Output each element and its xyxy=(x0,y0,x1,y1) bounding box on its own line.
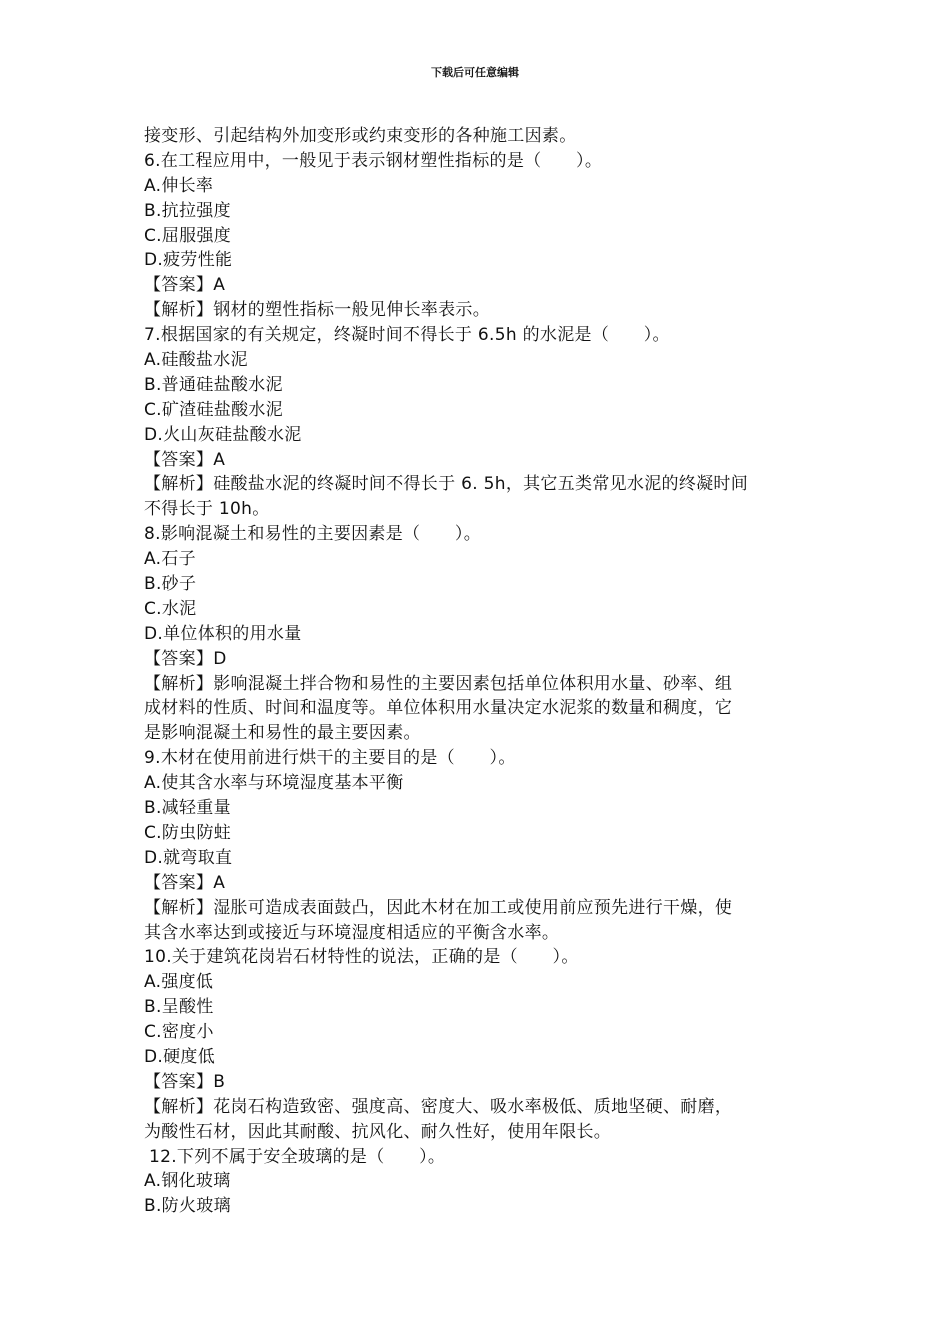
option-b: B.抗拉强度 xyxy=(144,200,231,221)
option-d: D.硬度低 xyxy=(144,1046,215,1067)
explanation: 【解析】湿胀可造成表面鼓凸，因此木材在加工或使用前应预先进行干燥，使 xyxy=(144,897,733,918)
question-9: 9.木材在使用前进行烘干的主要目的是（ ）。 xyxy=(144,748,516,769)
explanation-cont: 成材料的性质、时间和温度等。单位体积用水量决定水泥浆的数量和稠度，它 xyxy=(144,698,733,719)
option-d: D.单位体积的用水量 xyxy=(144,623,302,644)
page-header: 下载后可任意编辑 xyxy=(431,66,519,79)
option-a: A.钢化玻璃 xyxy=(144,1171,231,1192)
option-a: A.强度低 xyxy=(144,972,214,993)
explanation-cont: 不得长于 10h。 xyxy=(144,499,270,520)
question-10: 10.关于建筑花岗岩石材特性的说法，正确的是（ ）。 xyxy=(144,947,579,968)
option-b: B.普通硅盐酸水泥 xyxy=(144,374,283,395)
question-7: 7.根据国家的有关规定，终凝时间不得长于 6.5h 的水泥是（ ）。 xyxy=(144,325,670,346)
option-c: C.防虫防蛀 xyxy=(144,822,232,843)
explanation: 【解析】花岗石构造致密、强度高、密度大、吸水率极低、质地坚硬、耐磨， xyxy=(144,1096,733,1117)
answer: 【答案】A xyxy=(144,275,226,296)
explanation: 【解析】影响混凝土拌合物和易性的主要因素包括单位体积用水量、砂率、组 xyxy=(144,673,733,694)
option-b: B.减轻重量 xyxy=(144,798,231,819)
option-c: C.密度小 xyxy=(144,1022,214,1043)
option-d: D.火山灰硅盐酸水泥 xyxy=(144,424,302,445)
explanation-cont: 是影响混凝土和易性的最主要因素。 xyxy=(144,723,421,744)
document-body xyxy=(144,124,816,1219)
answer: 【答案】A xyxy=(144,872,226,893)
option-b: B.防火玻璃 xyxy=(144,1196,231,1217)
option-d: D.疲劳性能 xyxy=(144,250,233,271)
explanation-cont: 其含水率达到或接近与环境湿度相适应的平衡含水率。 xyxy=(144,922,560,943)
option-b: B.呈酸性 xyxy=(144,997,214,1018)
option-a: A.石子 xyxy=(144,549,196,570)
option-a: A.使其含水率与环境湿度基本平衡 xyxy=(144,773,404,794)
question-6: 6.在工程应用中，一般见于表示钢材塑性指标的是（ ）。 xyxy=(144,150,603,171)
explanation: 【解析】钢材的塑性指标一般见伸长率表示。 xyxy=(144,300,490,321)
option-b: B.砂子 xyxy=(144,574,197,595)
option-d: D.就弯取直 xyxy=(144,847,233,868)
option-c: C.矿渣硅盐酸水泥 xyxy=(144,399,283,420)
option-a: A.伸长率 xyxy=(144,175,214,196)
explanation-cont: 为酸性石材，因此其耐酸、抗风化、耐久性好，使用年限长。 xyxy=(144,1121,612,1142)
answer: 【答案】D xyxy=(144,648,227,669)
option-c: C.水泥 xyxy=(144,598,197,619)
text-line: 接变形、引起结构外加变形或约束变形的各种施工因素。 xyxy=(144,126,577,146)
question-12: 12.下列不属于安全玻璃的是（ ）。 xyxy=(149,1146,446,1167)
answer: 【答案】A xyxy=(144,449,226,470)
explanation: 【解析】硅酸盐水泥的终凝时间不得长于 6. 5h，其它五类常见水泥的终凝时间 xyxy=(144,474,749,495)
answer: 【答案】B xyxy=(144,1071,226,1092)
option-a: A.硅酸盐水泥 xyxy=(144,350,248,371)
question-8: 8.影响混凝土和易性的主要因素是（ ）。 xyxy=(144,524,482,545)
option-c: C.屈服强度 xyxy=(144,225,232,246)
